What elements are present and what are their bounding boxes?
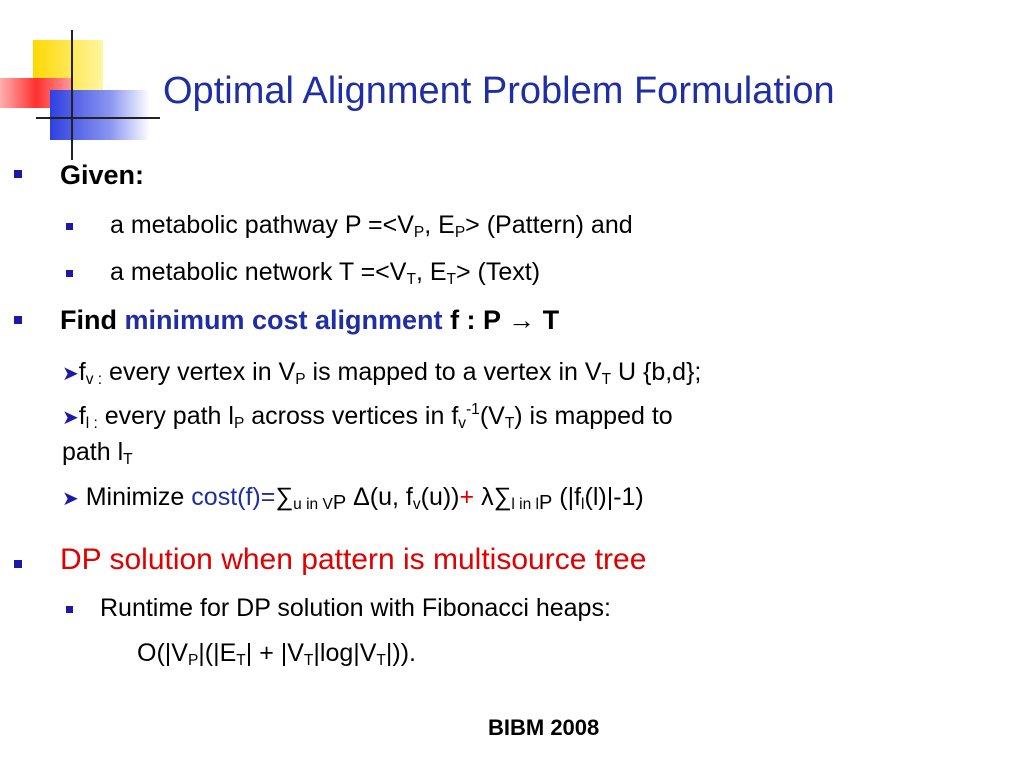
triangle-bullet-icon: ➤ — [62, 407, 79, 429]
bullet-icon — [66, 606, 73, 613]
runtime-text: Runtime for DP solution with Fibonacci heaps: — [100, 594, 611, 622]
complexity-formula: $O(|V_P|(|E_T| + |V_T|\log|V_T|))$. — [137, 639, 416, 669]
given-item-network: a metabolic network $T =<V_T$, $E_T>$ (Text) — [110, 258, 541, 288]
bullet-icon — [66, 223, 73, 230]
mapping-fv: $➤f_{v :}$ every vertex in $V_P$ is mapped to a vertex in $V_T$ U {b,d}; — [62, 358, 702, 388]
triangle-bullet-icon: ➤ — [62, 488, 79, 510]
bullet-icon — [66, 270, 73, 277]
decorative-logo — [0, 30, 160, 160]
bullet-icon — [14, 560, 22, 568]
bullet-icon — [14, 170, 22, 178]
find-line: Find minimum cost alignment f : P → T — [60, 305, 560, 335]
bullet-icon — [14, 316, 22, 324]
given-item-pathway: a metabolic pathway $P =<V_P$, $E_P>$ (Pattern) and — [110, 211, 633, 241]
mapping-fl: $➤f_{l :}$ every path $l_P$ across vertices in $f_v^{-1}(V_T)$ is mapped to — [62, 401, 673, 432]
slide-title: Optimal Alignment Problem Formulation — [163, 70, 835, 112]
given-heading: Given: — [60, 160, 145, 190]
minimize-objective: ➤ Minimize $\cos t(f)=\sum_{u in VP}$ Δ(u, $f_v(u))+ \lambda\sum_{l in lP}$ $(|f_l(l)|-1)$ — [62, 483, 644, 514]
arrow-right-icon: → — [508, 305, 536, 335]
footer-label: BIBM 2008 — [488, 715, 600, 740]
logo-graphic — [0, 30, 160, 160]
mapping-fl-continued: path $l_T$ — [62, 438, 133, 468]
triangle-bullet-icon: ➤ — [62, 363, 79, 385]
dp-heading: DP solution when pattern is multisource tree — [60, 543, 647, 576]
